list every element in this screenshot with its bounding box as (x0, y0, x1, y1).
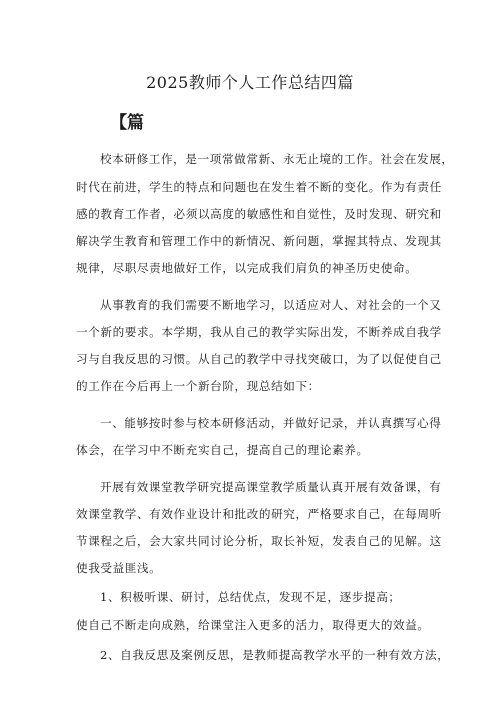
paragraph-line: 体会，在学习中不断充实自己，提高自己的理论素养。 (76, 443, 369, 457)
paragraph-line: 一个新的要求。本学期，我从自己的教学实际出发，不断养成自我学 (76, 325, 442, 339)
document-title: 2025教师个人工作总结四篇 (146, 73, 354, 92)
paragraph-line: 的工作在今后再上一个新台阶，现总结如下： (76, 379, 320, 393)
paragraph-line: 使我受益匪浅。 (76, 561, 162, 575)
paragraph-line: 2、自我反思及案例反思，是教师提高教学水平的一种有效方法， (100, 648, 450, 662)
paragraph-line: 校本研修工作，是一项常做常新、永无止境的工作。社会在发展， (100, 152, 454, 166)
paragraph-line: 感的教育工作者，必须以高度的敏感性和自觉性，及时发现、研究和 (76, 207, 442, 221)
paragraph-line: 时代在前进，学生的特点和问题也在发生着不断的变化。作为有责任 (76, 180, 442, 194)
paragraph-line: 一、能够按时参与校本研修活动，并做好记录，并认真撰写心得 (100, 416, 442, 430)
paragraph-line: 效课堂教学、有效作业设计和批改的研究，严格要求自己，在每周听 (76, 507, 442, 521)
paragraph-line: 从事教育的我们需要不断地学习，以适应对人、对社会的一个又 (100, 298, 442, 312)
section-heading: 【篇 (110, 113, 144, 133)
paragraph-line: 解决学生教育和管理工作中的新情况、新问题，掌握其特点、发现其 (76, 234, 442, 248)
paragraph-line: 1、积极听课、研讨，总结优点，发现不足，逐步提高； (100, 590, 401, 604)
paragraph-line: 规律，尽职尽责地做好工作，以完成我们肩负的神圣历史使命。 (76, 261, 418, 275)
paragraph-line: 开展有效课堂教学研究提高课堂教学质量认真开展有效备课，有 (100, 480, 442, 494)
paragraph-line: 使自己不断走向成熟，给课堂注入更多的活力，取得更大的效益。 (76, 618, 430, 632)
paragraph-line: 习与自我反思的习惯。从自己的教学中寻找突破口，为了以促使自己 (76, 352, 442, 366)
paragraph-line: 节课程之后，会大家共同讨论分析，取长补短，发表自己的见解。这 (76, 534, 442, 548)
